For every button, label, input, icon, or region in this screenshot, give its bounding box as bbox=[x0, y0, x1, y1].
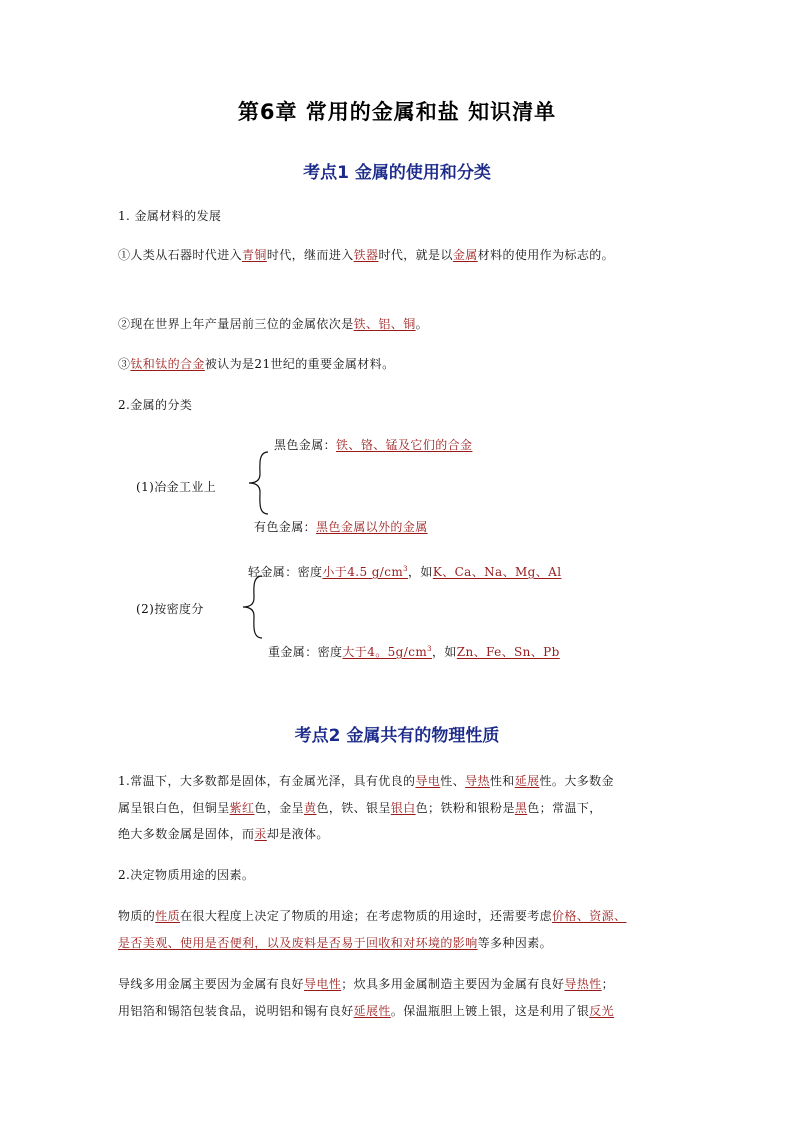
text: 绝大多数金属是固体，而 bbox=[118, 827, 255, 841]
answer: 汞 bbox=[254, 827, 267, 841]
left-brace-icon bbox=[246, 450, 272, 516]
answer: 铁、铝、铜 bbox=[353, 317, 416, 331]
text: 等多种因素。 bbox=[477, 936, 553, 950]
text: 属呈银白色，但铜呈 bbox=[118, 801, 230, 815]
paragraph-properties-line3 bbox=[118, 825, 329, 843]
answer: 紫红 bbox=[229, 801, 255, 815]
answer: 黄 bbox=[304, 801, 317, 815]
text: ③ bbox=[118, 357, 131, 371]
answer: 铁器 bbox=[353, 248, 379, 262]
text: 时代，继而进入 bbox=[266, 248, 354, 262]
text: ，如 bbox=[431, 645, 457, 659]
text: 色，铁、银呈 bbox=[316, 801, 391, 815]
item-heading-material-development: 1. 金属材料的发展 bbox=[118, 209, 222, 223]
item-heading-classification: 2.金属的分类 bbox=[118, 398, 193, 412]
metallurgy-label: (1)冶金工业上 bbox=[136, 480, 217, 494]
answer bbox=[322, 565, 408, 579]
paragraph-examples-line2 bbox=[118, 1002, 614, 1020]
answer: K、Ca、Na、Mg、Al bbox=[432, 565, 562, 579]
answer: 性质 bbox=[155, 909, 181, 923]
answer: 黑 bbox=[514, 801, 528, 815]
text: 大于4。5g/cm bbox=[342, 645, 428, 659]
ferrous-metals-line bbox=[274, 436, 472, 454]
answer bbox=[342, 645, 432, 659]
text: 。 bbox=[415, 317, 429, 331]
answer: 导热性 bbox=[564, 977, 602, 991]
text: 色，金呈 bbox=[254, 801, 305, 815]
answer: 导电性 bbox=[304, 977, 342, 991]
paragraph-properties-line1 bbox=[118, 772, 614, 790]
paragraph-top-three bbox=[118, 315, 428, 333]
text: 在很大程度上决定了物质的用途；在考虑物质的用途时，还需要考虑 bbox=[180, 909, 553, 923]
text: 色；常温下， bbox=[527, 801, 602, 815]
text: 轻金属：密度 bbox=[248, 565, 323, 579]
answer: 金属 bbox=[452, 248, 478, 262]
nonferrous-metals-line bbox=[254, 518, 428, 536]
answer: 铁、铬、锰及它们的合金 bbox=[336, 438, 473, 452]
answer: 延展性 bbox=[353, 1004, 391, 1018]
text: 用铝箔和锡箔包装食品，说明铝和锡有良好 bbox=[118, 1004, 354, 1018]
paragraph-ages bbox=[118, 246, 614, 264]
section-heading-1: 考点1 金属的使用和分类 bbox=[303, 163, 491, 183]
item-heading-usage-factors: 2.决定物质用途的因素。 bbox=[118, 868, 255, 882]
text: ，如 bbox=[408, 565, 433, 579]
answer: 导热 bbox=[465, 774, 490, 788]
answer: 反光 bbox=[589, 1004, 615, 1018]
paragraph-examples-line1 bbox=[118, 975, 614, 993]
left-brace-icon bbox=[240, 574, 266, 640]
answer: 青铜 bbox=[242, 248, 267, 262]
text: 小于4.5 g/cm bbox=[322, 565, 404, 579]
page-title: 第6章 常用的金属和盐 知识清单 bbox=[237, 100, 557, 124]
text: 材料的使用作为标志的。 bbox=[477, 248, 615, 262]
paragraph-usage-line1 bbox=[118, 907, 626, 925]
superscript: 3 bbox=[403, 565, 408, 573]
text: 性、 bbox=[440, 774, 466, 788]
text: 导线多用金属主要因为金属有良好 bbox=[118, 977, 305, 991]
text: 色；铁粉和银粉是 bbox=[415, 801, 515, 815]
answer: 钛和钛的合金 bbox=[130, 357, 205, 371]
text: ；炊具多用金属制造主要因为金属有良好 bbox=[341, 977, 565, 991]
text: 。保温瓶胆上镀上银，这是利用了银 bbox=[390, 1004, 590, 1018]
text: ； bbox=[601, 977, 615, 991]
paragraph-titanium bbox=[118, 355, 394, 373]
answer: Zn、Fe、Sn、Pb bbox=[456, 645, 560, 659]
text: 重金属：密度 bbox=[268, 645, 343, 659]
text: 性和 bbox=[489, 774, 515, 788]
text: 性。大多数金 bbox=[539, 774, 614, 788]
answer: 是否美观、使用是否便利，以及废料是否易于回收和对环境的影响 bbox=[118, 936, 478, 950]
text: 物质的 bbox=[118, 909, 156, 923]
text: ②现在世界上年产量居前三位的金属依次是 bbox=[118, 317, 354, 331]
text: 却是液体。 bbox=[266, 827, 329, 841]
light-metals-line bbox=[248, 560, 561, 581]
heavy-metals-line bbox=[268, 640, 560, 661]
text: 被认为是21世纪的重要金属材料。 bbox=[204, 357, 395, 371]
text: ①人类从石器时代进入 bbox=[118, 248, 243, 262]
paragraph-usage-line2 bbox=[118, 934, 552, 952]
answer: 价格、资源、 bbox=[552, 909, 627, 923]
text: 1.常温下，大多数都是固体，有金属光泽，具有优良的 bbox=[118, 774, 416, 788]
density-label: (2)按密度分 bbox=[136, 602, 204, 616]
paragraph-properties-line2 bbox=[118, 799, 602, 817]
answer: 银白 bbox=[390, 801, 416, 815]
answer: 黑色金属以外的金属 bbox=[316, 520, 428, 534]
text: 黑色金属： bbox=[274, 438, 337, 452]
section-heading-2: 考点2 金属共有的物理性质 bbox=[294, 726, 500, 746]
text: 有色金属： bbox=[254, 520, 317, 534]
answer: 延展 bbox=[514, 774, 540, 788]
answer: 导电 bbox=[415, 774, 441, 788]
superscript: 3 bbox=[427, 645, 432, 653]
text: 时代，就是以 bbox=[378, 248, 453, 262]
